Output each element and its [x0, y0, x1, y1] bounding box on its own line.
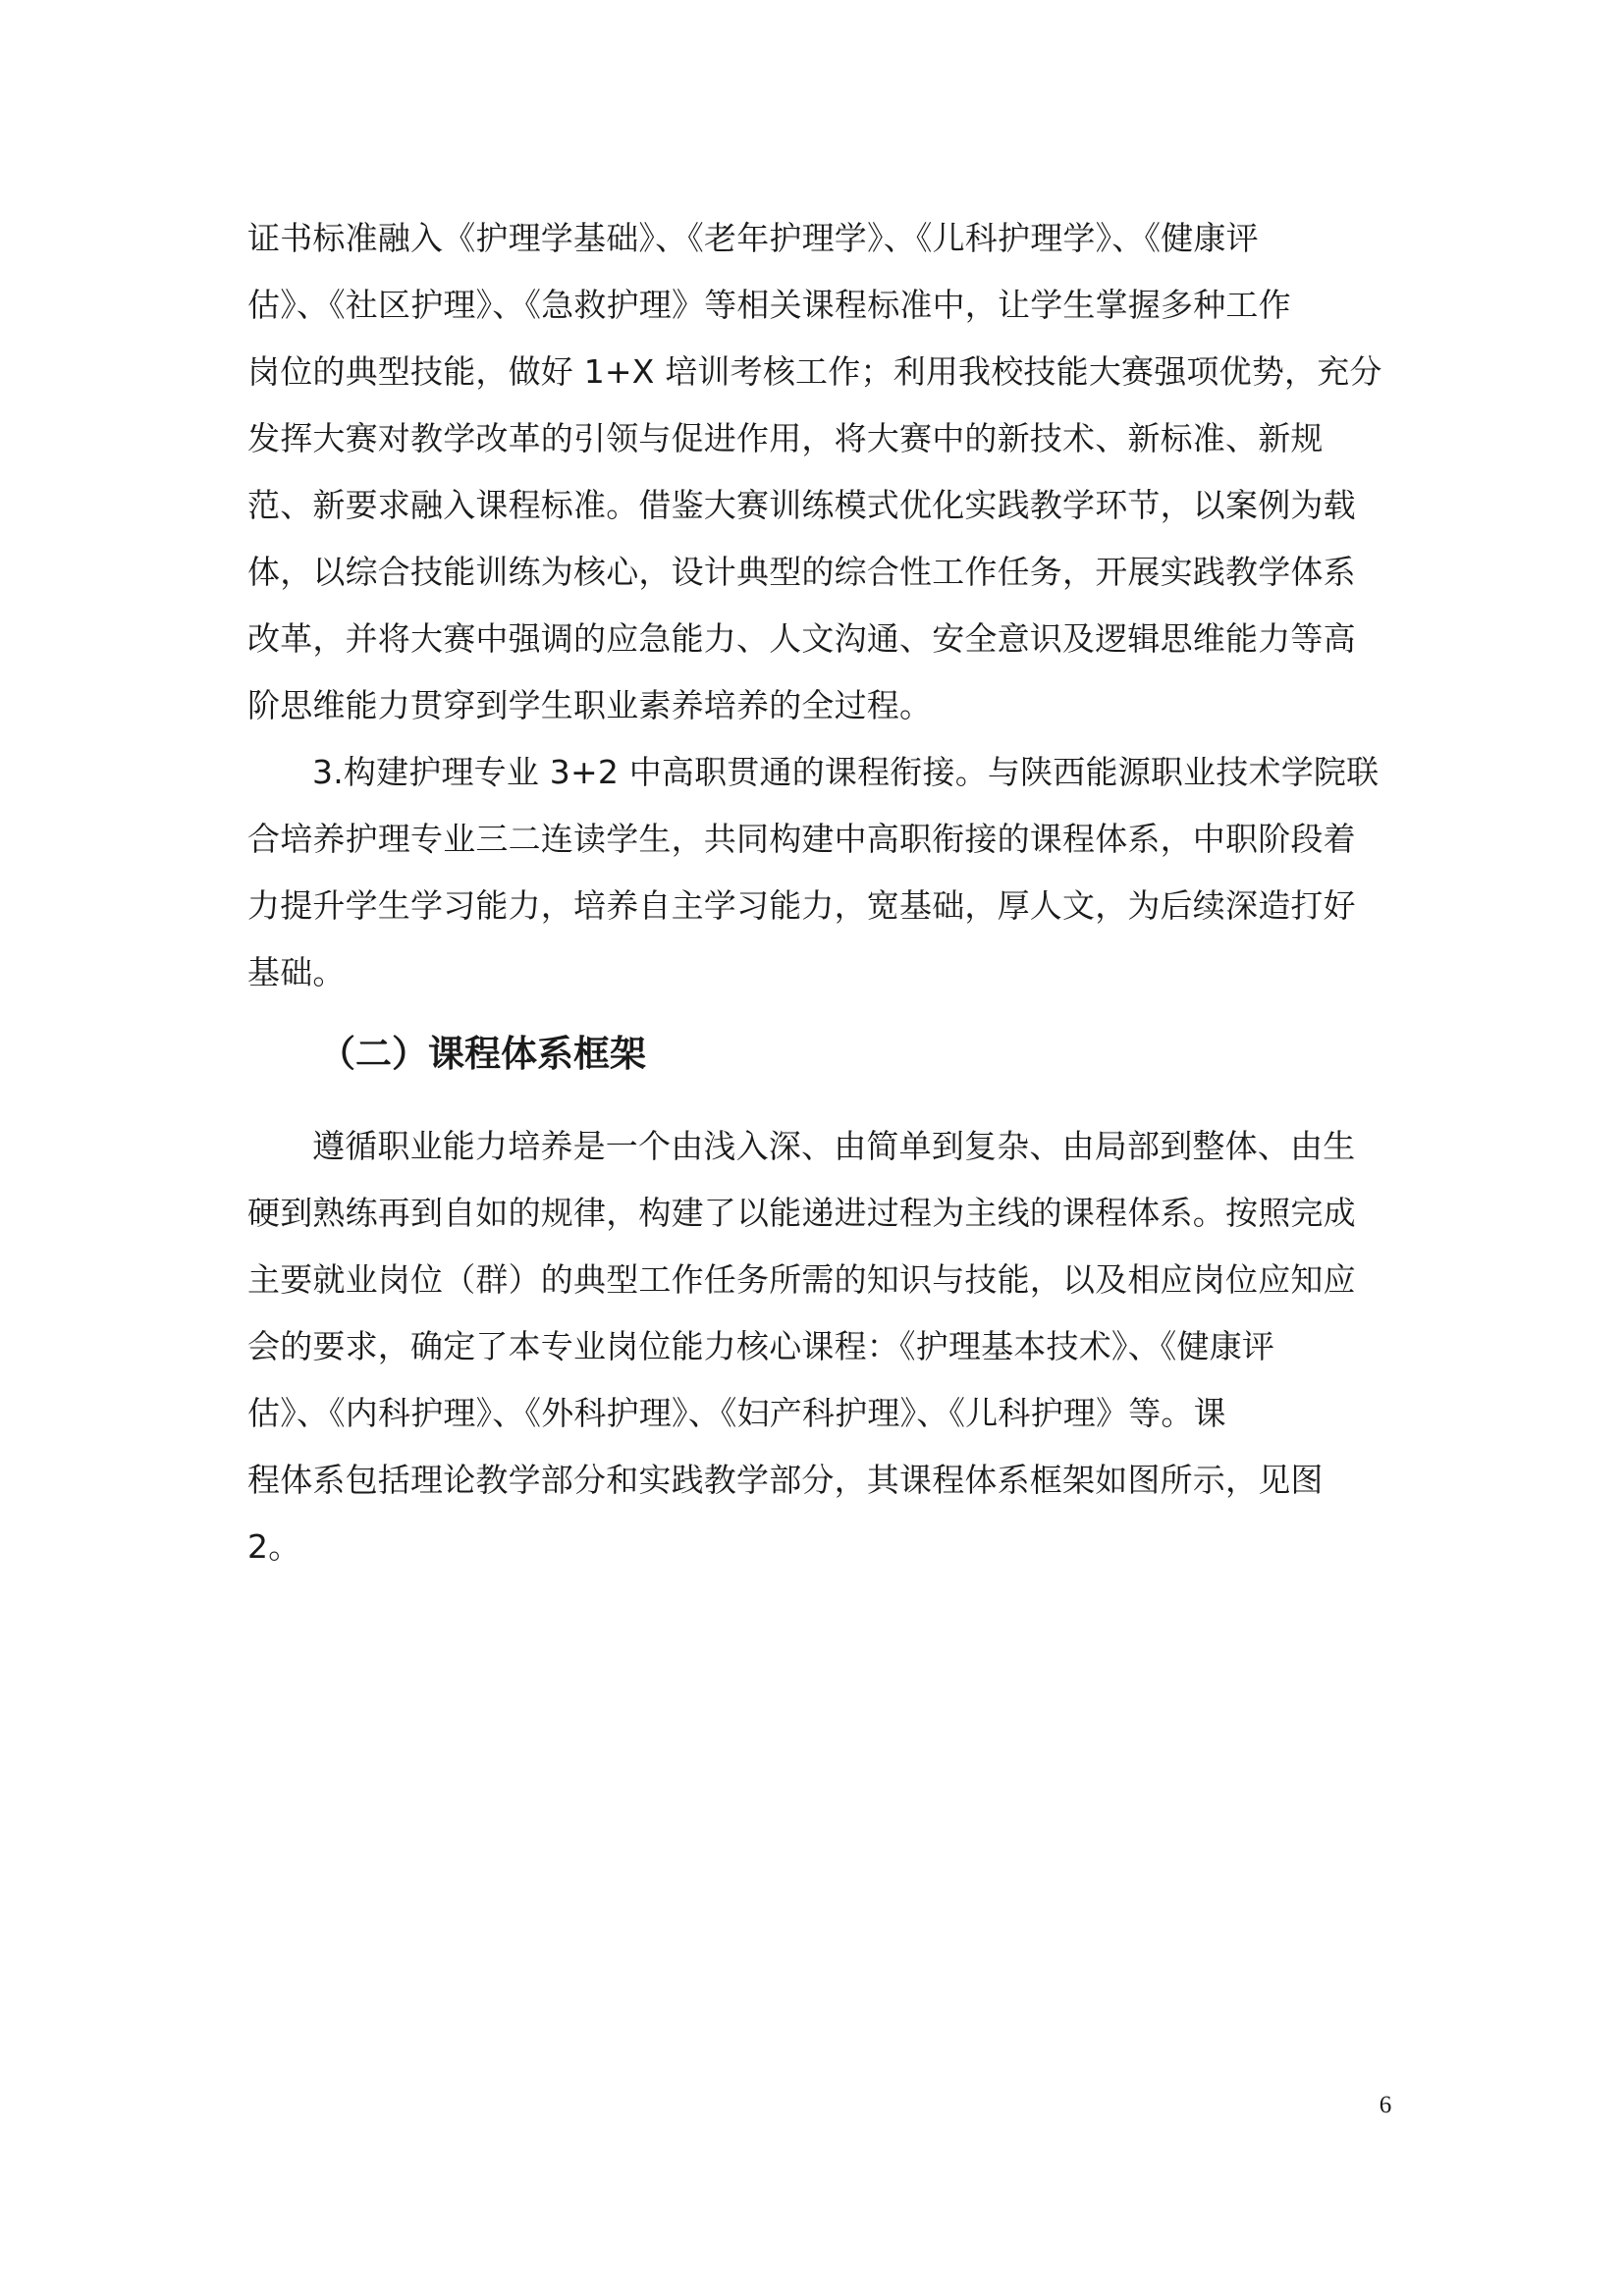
paragraph-2-line-1: 3.构建护理专业 3+2 中高职贯通的课程衔接。与陕西能源职业技术学院联	[312, 753, 1380, 791]
paragraph-2-line-4: 基础。	[247, 953, 346, 991]
paragraph-3-line-1: 遵循职业能力培养是一个由浅入深、由简单到复杂、由局部到整体、由生	[312, 1127, 1356, 1165]
paragraph-1-line-3: 岗位的典型技能，做好 1+X 培训考核工作；利用我校技能大赛强项优势，充分	[247, 352, 1382, 391]
section-heading: （二）课程体系框架	[319, 1033, 646, 1075]
page-number: 6	[1379, 2092, 1392, 2118]
paragraph-1-line-5: 范、新要求融入课程标准。借鉴大赛训练模式优化实践教学环节，以案例为载	[247, 486, 1356, 524]
paragraph-3-line-6: 程体系包括理论教学部分和实践教学部分，其课程体系框架如图所示，见图	[247, 1461, 1324, 1499]
paragraph-1-line-2: 估》、《社区护理》、《急救护理》等相关课程标准中，让学生掌握多种工作	[247, 286, 1291, 324]
paragraph-3-line-7: 2。	[247, 1527, 301, 1566]
paragraph-3-line-3: 主要就业岗位（群）的典型工作任务所需的知识与技能，以及相应岗位应知应	[247, 1260, 1356, 1299]
paragraph-1-line-4: 发挥大赛对教学改革的引领与促进作用，将大赛中的新技术、新标准、新规	[247, 419, 1324, 457]
paragraph-1-line-1: 证书标准融入《护理学基础》、《老年护理学》、《儿科护理学》、《健康评	[247, 219, 1259, 257]
paragraph-3-line-5: 估》、《内科护理》、《外科护理》、《妇产科护理》、《儿科护理》等。课	[247, 1394, 1226, 1432]
paragraph-2-line-3: 力提升学生学习能力，培养自主学习能力，宽基础，厚人文，为后续深造打好	[247, 886, 1356, 925]
paragraph-1-line-7: 改革，并将大赛中强调的应急能力、人文沟通、安全意识及逻辑思维能力等高	[247, 619, 1356, 658]
paragraph-1-line-8: 阶思维能力贯穿到学生职业素养培养的全过程。	[247, 686, 933, 724]
paragraph-1-line-6: 体，以综合技能训练为核心，设计典型的综合性工作任务，开展实践教学体系	[247, 553, 1356, 591]
paragraph-3-line-4: 会的要求，确定了本专业岗位能力核心课程：《护理基本技术》、《健康评	[247, 1327, 1275, 1365]
paragraph-2-line-2: 合培养护理专业三二连读学生，共同构建中高职衔接的课程体系，中职阶段着	[247, 820, 1356, 858]
paragraph-3-line-2: 硬到熟练再到自如的规律，构建了以能递进过程为主线的课程体系。按照完成	[247, 1194, 1356, 1232]
